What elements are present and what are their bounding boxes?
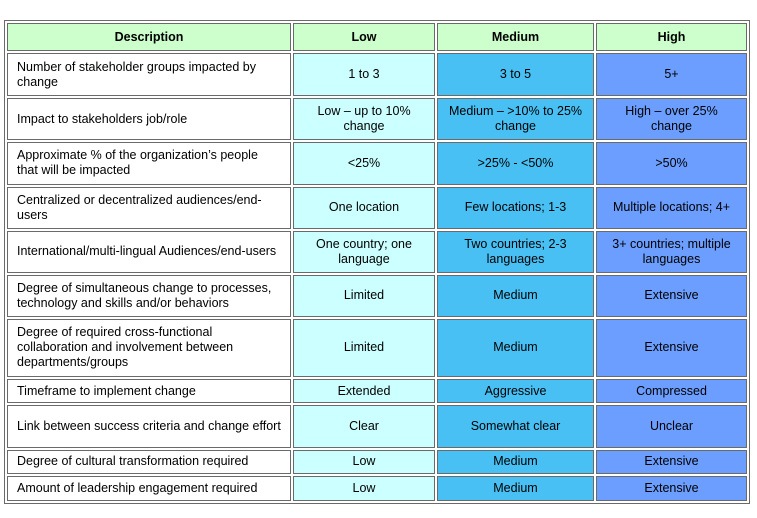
- high-cell: Compressed: [596, 379, 747, 404]
- description-cell: Degree of required cross-functional collaboration and involvement between departments/groups: [7, 319, 291, 377]
- low-cell: <25%: [293, 142, 435, 184]
- medium-cell: 3 to 5: [437, 53, 594, 96]
- medium-cell: Aggressive: [437, 379, 594, 404]
- medium-cell: >25% - <50%: [437, 142, 594, 184]
- high-cell: >50%: [596, 142, 747, 184]
- medium-cell: Medium: [437, 450, 594, 475]
- low-cell: Clear: [293, 405, 435, 447]
- high-cell: 3+ countries; multiple languages: [596, 231, 747, 273]
- description-cell: Approximate % of the organization’s people that will be impacted: [7, 142, 291, 184]
- medium-cell: Medium: [437, 476, 594, 501]
- table-row: [7, 98, 747, 140]
- low-cell: Limited: [293, 275, 435, 317]
- low-cell: 1 to 3: [293, 53, 435, 96]
- low-cell: One country; one language: [293, 231, 435, 273]
- table-row: [7, 405, 747, 447]
- table-row: [7, 142, 747, 184]
- change-impact-table-container: [4, 20, 750, 504]
- description-cell: Impact to stakeholders job/role: [7, 98, 291, 140]
- description-cell: Degree of simultaneous change to processes, technology and skills and/or behaviors: [7, 275, 291, 317]
- high-cell: Extensive: [596, 275, 747, 317]
- table-row: [7, 231, 747, 273]
- table-row: [7, 379, 747, 404]
- high-cell: Extensive: [596, 319, 747, 377]
- description-cell: Link between success criteria and change effort: [7, 405, 291, 447]
- medium-cell: Medium – >10% to 25% change: [437, 98, 594, 140]
- header-medium: Medium: [437, 23, 594, 51]
- medium-cell: Medium: [437, 319, 594, 377]
- description-cell: Centralized or decentralized audiences/end-users: [7, 187, 291, 229]
- high-cell: Extensive: [596, 476, 747, 501]
- low-cell: Low: [293, 476, 435, 501]
- high-cell: Multiple locations; 4+: [596, 187, 747, 229]
- description-cell: International/multi-lingual Audiences/end-users: [7, 231, 291, 273]
- header-description: Description: [7, 23, 291, 51]
- header-high: High: [596, 23, 747, 51]
- table-row: [7, 450, 747, 475]
- header-low: Low: [293, 23, 435, 51]
- medium-cell: Medium: [437, 275, 594, 317]
- low-cell: One location: [293, 187, 435, 229]
- table-row: [7, 53, 747, 96]
- table-row: [7, 319, 747, 377]
- description-cell: Degree of cultural transformation required: [7, 450, 291, 475]
- description-cell: Timeframe to implement change: [7, 379, 291, 404]
- high-cell: 5+: [596, 53, 747, 96]
- header-row: [7, 23, 747, 51]
- table-row: [7, 187, 747, 229]
- description-cell: Number of stakeholder groups impacted by change: [7, 53, 291, 96]
- medium-cell: Two countries; 2-3 languages: [437, 231, 594, 273]
- low-cell: Extended: [293, 379, 435, 404]
- change-impact-table: [5, 21, 749, 503]
- low-cell: Limited: [293, 319, 435, 377]
- description-cell: Amount of leadership engagement required: [7, 476, 291, 501]
- medium-cell: Somewhat clear: [437, 405, 594, 447]
- low-cell: Low – up to 10% change: [293, 98, 435, 140]
- table-row: [7, 275, 747, 317]
- low-cell: Low: [293, 450, 435, 475]
- medium-cell: Few locations; 1-3: [437, 187, 594, 229]
- high-cell: Unclear: [596, 405, 747, 447]
- high-cell: High – over 25% change: [596, 98, 747, 140]
- table-row: [7, 476, 747, 501]
- high-cell: Extensive: [596, 450, 747, 475]
